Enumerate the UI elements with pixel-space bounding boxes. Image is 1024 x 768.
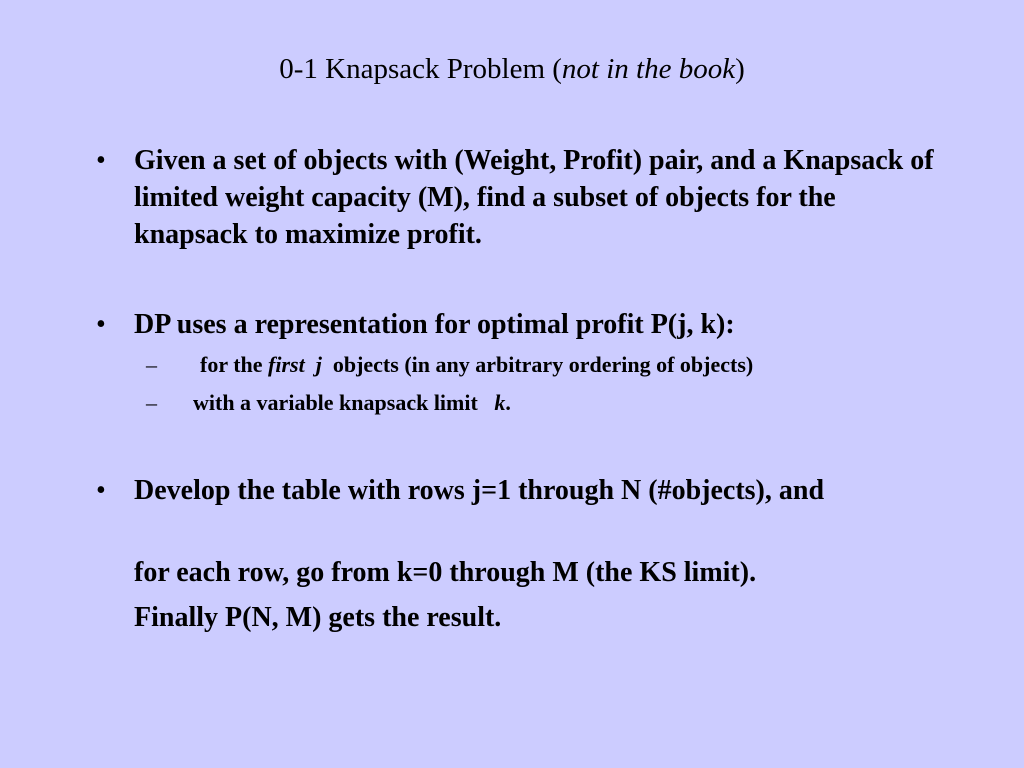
- sub-bullet-marker: –: [146, 352, 157, 377]
- sub-text-prefix: for the: [200, 352, 269, 377]
- sub-text-suffix: .: [505, 390, 511, 415]
- bullet-continuation: for each row, go from k=0 through M (the KS limit).: [134, 557, 757, 588]
- sub-text-italic: first: [268, 352, 305, 377]
- sub-text-italic: k: [494, 390, 506, 415]
- bullet-item: [96, 306, 946, 343]
- bullet-text: Given a set of objects with (Weight, Profit) pair, and a Knapsack of limited weight capacity (M), find a subset of objects for the knapsack to maximize profit.: [134, 145, 934, 250]
- bullet-marker: •: [96, 145, 106, 176]
- bullet-item: [96, 142, 946, 253]
- sub-text-prefix: with a variable knapsack limit: [193, 390, 478, 415]
- bullet-continuation: Finally P(N, M) gets the result.: [134, 602, 502, 633]
- title-main: 0-1 Knapsack Problem (: [279, 53, 562, 85]
- title-close: ): [735, 53, 745, 85]
- sub-text-suffix: objects (in any arbitrary ordering of objects): [327, 352, 754, 377]
- bullet-item: [96, 472, 946, 509]
- slide-title: [0, 49, 1024, 89]
- bullet-text: DP uses a representation for optimal profit P(j, k):: [134, 309, 735, 340]
- bullet-marker: •: [96, 309, 106, 340]
- sub-bullet-text: [200, 350, 753, 380]
- sub-text-italic: j: [315, 352, 322, 377]
- sub-bullet-marker: –: [146, 390, 157, 415]
- bullet-marker: •: [96, 475, 106, 506]
- bullet-text: Develop the table with rows j=1 through N (#objects), and: [134, 475, 825, 506]
- title-emphasis: not in the book: [561, 53, 736, 85]
- sub-bullet-text: [193, 388, 511, 418]
